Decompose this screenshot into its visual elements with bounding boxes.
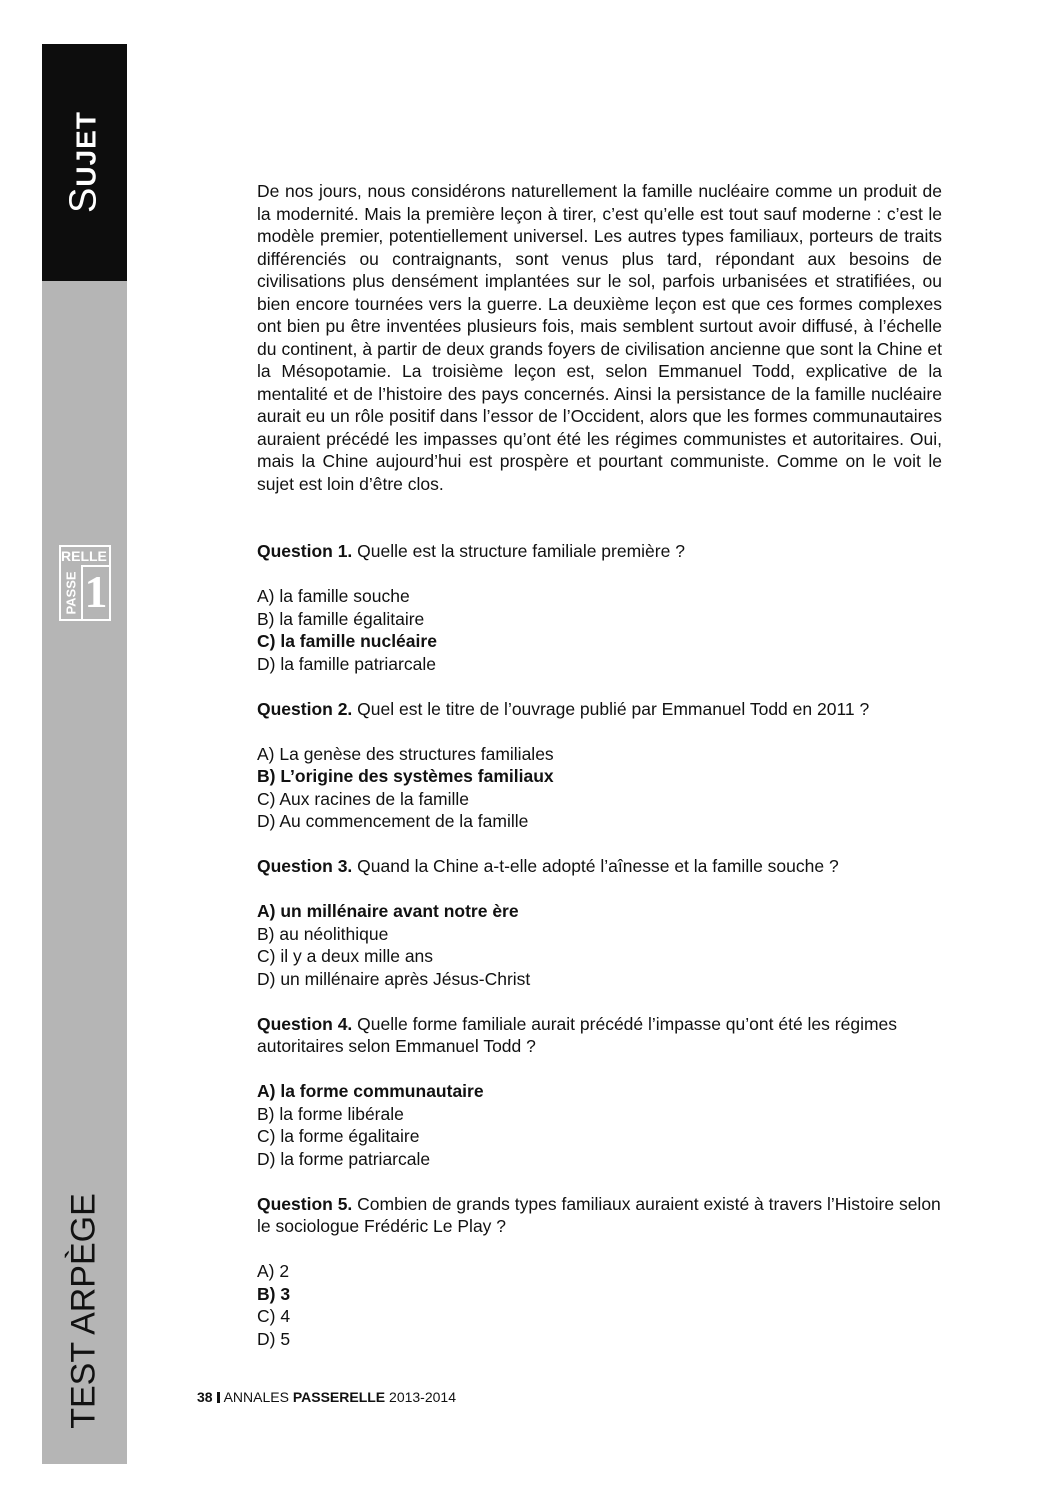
main-content [257, 180, 942, 1350]
question-text: Quelle forme familiale aurait précédé l’impasse qu’ont été les régimes autoritaires selon Emmanuel Todd ? [257, 1013, 898, 1056]
footer-years: 2013-2014 [389, 1389, 456, 1405]
answer-option-correct: A) la forme communautaire [257, 1081, 484, 1101]
footer-brand: PASSERELLE [292, 1389, 386, 1405]
passerelle-logo [59, 545, 111, 621]
answer-options [257, 743, 942, 833]
answer-option: D) la famille patriarcale [257, 653, 436, 674]
question-heading [257, 855, 942, 878]
question-block [257, 1193, 942, 1351]
question-heading [257, 540, 942, 563]
logo-top-text: RELLE [61, 548, 107, 564]
answer-option: D) la forme patriarcale [257, 1148, 431, 1169]
answer-options [257, 1080, 942, 1170]
questions-list [257, 540, 942, 1350]
question-heading [257, 1193, 942, 1238]
answer-option: B) la forme libérale [257, 1103, 404, 1124]
question-block [257, 698, 942, 856]
question-heading [257, 698, 942, 721]
question-number: Question 3. [257, 856, 353, 876]
answer-option: C) Aux racines de la famille [257, 788, 470, 809]
answer-option: D) un millénaire après Jésus-Christ [257, 968, 531, 989]
question-text: Quelle est la structure familiale première ? [357, 541, 685, 561]
page-number: 38 [197, 1389, 213, 1405]
question-text: Quand la Chine a-t-elle adopté l’aînesse et la famille souche ? [357, 856, 839, 876]
test-label: TEST ARPÈGE [64, 1193, 103, 1429]
answer-option: C) la forme égalitaire [257, 1126, 420, 1146]
section-header-block [42, 44, 127, 281]
answer-options [257, 900, 942, 990]
footer-separator [217, 1392, 220, 1403]
logo-number: 1 [81, 565, 109, 619]
answer-option-correct: C) la famille nucléaire [257, 631, 437, 651]
section-label-rest: UJET [70, 111, 102, 187]
answer-option: C) 4 [257, 1306, 291, 1326]
logo-side-text: PASSE [63, 571, 79, 615]
answer-option-correct: A) un millénaire avant notre ère [257, 901, 519, 921]
question-number: Question 1. [257, 541, 353, 561]
sidebar [42, 44, 127, 1464]
section-label-initial: S [62, 186, 105, 213]
answer-option: B) au néolithique [257, 923, 389, 944]
answer-option: A) la famille souche [257, 586, 410, 606]
answer-option-correct: B) L’origine des systèmes familiaux [257, 766, 554, 786]
question-text: Quel est le titre de l’ouvrage publié par Emmanuel Todd en 2011 ? [357, 698, 870, 719]
answer-options [257, 1260, 942, 1350]
question-number: Question 2. [257, 698, 353, 719]
page-footer [197, 1388, 456, 1406]
question-text: Combien de grands types familiaux auraient existé à travers l’Histoire selon le sociologue Frédéric Le Play ? [257, 1193, 941, 1236]
question-number: Question 5. [257, 1193, 353, 1214]
question-heading [257, 1013, 942, 1058]
question-number: Question 4. [257, 1013, 353, 1034]
answer-options [257, 585, 942, 675]
question-block [257, 540, 942, 698]
answer-option: D) Au commencement de la famille [257, 811, 529, 831]
question-block [257, 1013, 942, 1193]
answer-option: D) 5 [257, 1328, 291, 1349]
question-block [257, 855, 942, 1013]
answer-option: C) il y a deux mille ans [257, 946, 434, 966]
section-label [63, 111, 106, 213]
answer-option: A) 2 [257, 1261, 290, 1281]
answer-option: B) la famille égalitaire [257, 608, 425, 629]
answer-option: A) La genèse des structures familiales [257, 743, 554, 764]
footer-annales: ANNALES [223, 1389, 289, 1405]
intro-paragraph: De nos jours, nous considérons naturellement la famille nucléaire comme un produit de la modernité. Mais la première leçon à tirer, c’est qu’elle est tout sauf moderne : c’est le modèle premier, potentiellement universel. Les autres types familiaux, porteurs de traits différenciés ou contraignants, sont venus plus tard, répondant aux besoins de civilisations plus densément implantées sur le sol, parfois urbanisées et stratifiées, ou bien encore tournées vers la guerre. La deuxième leçon est que ces formes complexes ont bien pu être inventées plusieurs fois, mais semblent surtout avoir diffusé, à l’échelle du continent, à partir de deux grands foyers de civilisation ancienne que sont la Chine et la Mésopotamie. La troisième leçon est, selon Emmanuel Todd, explicative de la mentalité et de l’histoire des pays concernés. Ainsi la persistance de la famille nucléaire aurait eu un rôle positif dans l’essor de l’Occident, alors que les formes communautaires auraient précédé les impasses qu’ont été les régimes communistes et autoritaires. Oui, mais la Chine aujourd’hui est prospère et pourtant communiste. Comme on le voit le sujet est loin d’être clos. [257, 181, 942, 494]
answer-option-correct: B) 3 [257, 1283, 291, 1304]
